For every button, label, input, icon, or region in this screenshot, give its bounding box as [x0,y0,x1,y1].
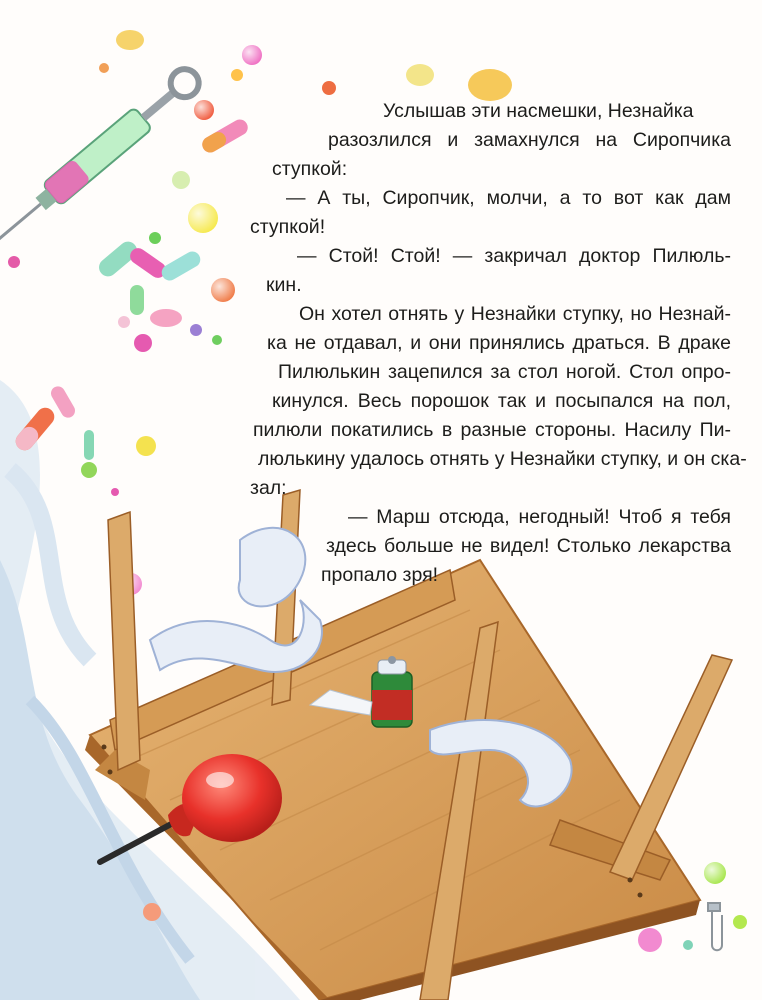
story-line: ступкой! [250,216,326,238]
story-line: ка не отдавал, и они принялись драться. В драке [267,332,731,354]
story-line: — Стой! Стой! — закричал доктор Пилюль- [297,245,731,267]
story-line: кин. [266,274,302,296]
story-line: пилюли покатились в разные стороны. Насилу Пи- [253,419,731,441]
story-line: здесь больше не видел! Столько лекарства [326,535,731,557]
story-line: Пилюлькин зацепился за стол ногой. Стол опро- [278,361,731,383]
story-line: ступкой: [272,158,348,180]
story-line: кинулся. Весь порошок так и посыпался на пол, [272,390,731,412]
story-line: Он хотел отнять у Незнайки ступку, но Незнай- [299,303,731,325]
story-line: — А ты, Сиропчик, молчи, а то вот как дам [286,187,731,209]
safety-pin-icon [708,903,722,950]
story-line: разозлился и замахнулся на Сиропчика [328,129,731,151]
story-line: зал: [250,477,287,499]
story-line: Услышав эти насмешки, Незнайка [383,100,694,122]
story-line: пропало зря! [321,564,439,586]
story-line: люлькину удалось отнять у Незнайки ступку, и он ска- [258,448,747,470]
story-line: — Марш отсюда, негодный! Чтоб я тебя [348,506,731,528]
syringe-icon [0,63,204,257]
